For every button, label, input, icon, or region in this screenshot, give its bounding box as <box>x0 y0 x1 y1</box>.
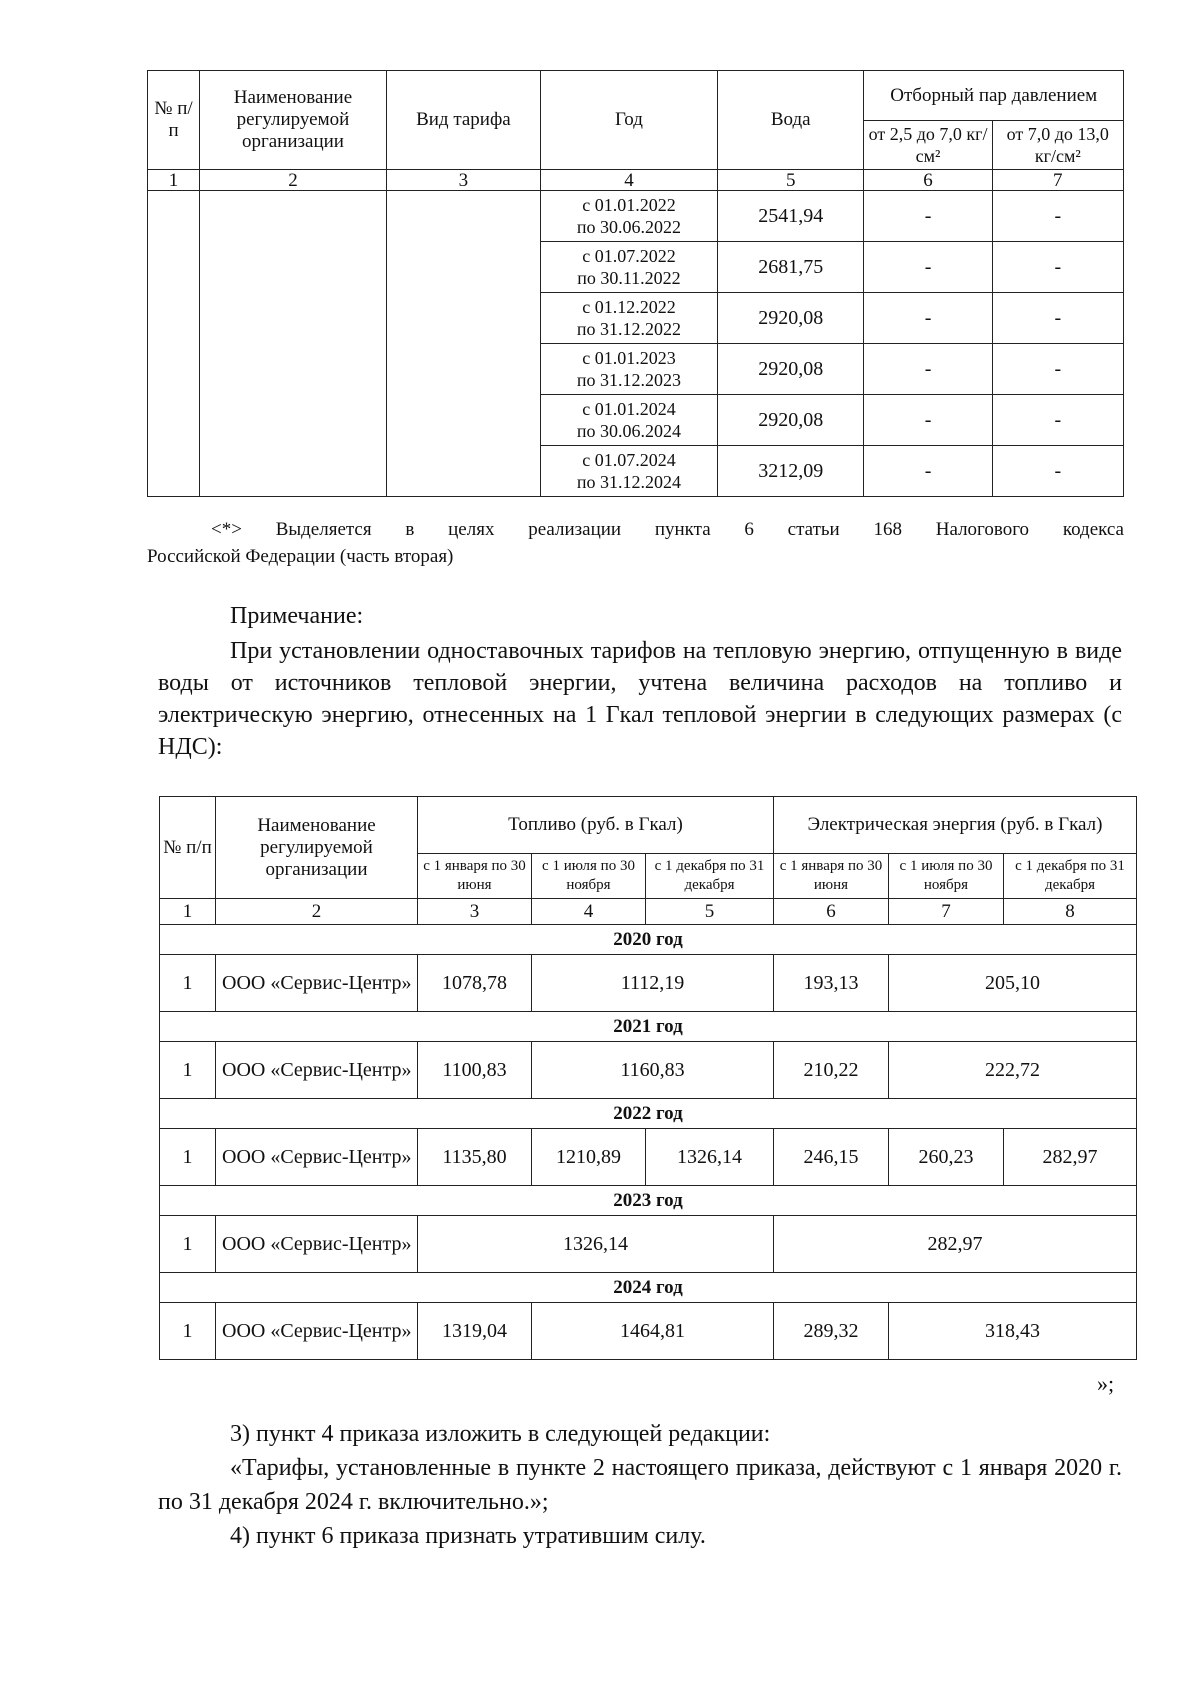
period-cell <box>540 344 717 395</box>
fuel-value: 1100,83 <box>418 1042 532 1099</box>
col-header-period: с 1 июля по 30 ноября <box>532 854 646 899</box>
org-name: ООО «Сервис-Центр» <box>216 1042 418 1099</box>
steam-low-value: - <box>864 344 992 395</box>
steam-low-value: - <box>864 191 992 242</box>
col-number: 5 <box>717 170 864 191</box>
col-header-num: № п/п <box>148 71 200 170</box>
electricity-value: 193,13 <box>774 955 889 1012</box>
period-to: по 31.12.2022 <box>576 319 682 339</box>
col-header-period: с 1 июля по 30 ноября <box>889 854 1004 899</box>
col-header-period: с 1 января по 30 июня <box>418 854 532 899</box>
row-number: 1 <box>160 1042 216 1099</box>
period-from: с 01.07.2024 <box>582 450 676 470</box>
water-value: 2541,94 <box>717 191 864 242</box>
year-heading: 2021 год <box>160 1012 1137 1042</box>
col-header-steam: Отборный пар давлением <box>864 71 1124 121</box>
note-body: При установлении одноставочных тарифов на тепловую энергию, отпущенную в виде воды от источников тепловой энергии, учтена величина расходов на топливо и электрическую энергию, отнесенных на 1 Гкал тепловой энергии в следующих размерах (с НДС): <box>158 638 1122 760</box>
steam-high-value: - <box>992 242 1123 293</box>
col-header-period: с 1 января по 30 июня <box>774 854 889 899</box>
col-header-period: с 1 декабря по 31 декабря <box>646 854 774 899</box>
empty-cell <box>386 191 540 497</box>
steam-low-value: - <box>864 242 992 293</box>
fuel-value: 1112,19 <box>532 955 774 1012</box>
col-number: 6 <box>774 899 889 925</box>
empty-cell <box>148 191 200 497</box>
water-value: 3212,09 <box>717 446 864 497</box>
col-number: 5 <box>646 899 774 925</box>
col-number: 1 <box>160 899 216 925</box>
electricity-value: 260,23 <box>889 1129 1004 1186</box>
fuel-value: 1319,04 <box>418 1303 532 1360</box>
period-to: по 31.12.2023 <box>576 370 682 390</box>
col-number: 4 <box>540 170 717 191</box>
paragraph-quote: «Тарифы, установленные в пункте 2 настоящего приказа, действуют с 1 января 2020 г. по 31 декабря 2024 г. включительно.»; <box>158 1455 1122 1515</box>
water-value: 2920,08 <box>717 344 864 395</box>
col-number: 1 <box>148 170 200 191</box>
period-cell <box>540 293 717 344</box>
col-header-org: Наименование регулируемой организации <box>216 797 418 899</box>
paragraph-item-3: 3) пункт 4 приказа изложить в следующей редакции: <box>230 1421 771 1447</box>
fuel-value: 1326,14 <box>418 1216 774 1273</box>
col-header-org: Наименование регулируемой организации <box>200 71 387 170</box>
footnote-line-2: Российской Федерации (часть вторая) <box>147 546 454 567</box>
table-row <box>160 1216 1137 1273</box>
fuel-value: 1135,80 <box>418 1129 532 1186</box>
steam-high-value: - <box>992 191 1123 242</box>
period-to: по 30.11.2022 <box>577 268 681 288</box>
org-name: ООО «Сервис-Центр» <box>216 1303 418 1360</box>
period-cell <box>540 191 717 242</box>
col-header-fuel: Топливо (руб. в Гкал) <box>418 797 774 854</box>
electricity-value: 282,97 <box>1004 1129 1137 1186</box>
period-to: по 30.06.2024 <box>576 421 682 441</box>
year-heading: 2024 год <box>160 1273 1137 1303</box>
col-header-year: Год <box>540 71 717 170</box>
footnote <box>147 516 1124 570</box>
period-from: с 01.12.2022 <box>582 297 676 317</box>
electricity-value: 205,10 <box>889 955 1137 1012</box>
col-number: 8 <box>1004 899 1137 925</box>
note-title: Примечание: <box>230 603 364 629</box>
electricity-value: 289,32 <box>774 1303 889 1360</box>
table-row <box>160 955 1137 1012</box>
fuel-value: 1464,81 <box>532 1303 774 1360</box>
org-name: ООО «Сервис-Центр» <box>216 1216 418 1273</box>
year-heading: 2022 год <box>160 1099 1137 1129</box>
fuel-value: 1326,14 <box>646 1129 774 1186</box>
water-value: 2920,08 <box>717 293 864 344</box>
electricity-value: 246,15 <box>774 1129 889 1186</box>
period-from: с 01.07.2022 <box>582 246 676 266</box>
steam-low-value: - <box>864 395 992 446</box>
electricity-value: 222,72 <box>889 1042 1137 1099</box>
electricity-value: 282,97 <box>774 1216 1137 1273</box>
fuel-value: 1210,89 <box>532 1129 646 1186</box>
col-number: 4 <box>532 899 646 925</box>
col-number: 6 <box>864 170 992 191</box>
col-header-steam-low: от 2,5 до 7,0 кг/см² <box>864 121 992 170</box>
fuel-value: 1078,78 <box>418 955 532 1012</box>
period-from: с 01.01.2022 <box>582 195 676 215</box>
row-number: 1 <box>160 1129 216 1186</box>
steam-high-value: - <box>992 293 1123 344</box>
col-number: 3 <box>386 170 540 191</box>
row-number: 1 <box>160 1303 216 1360</box>
table-row <box>148 191 1124 242</box>
fuel-value: 1160,83 <box>532 1042 774 1099</box>
water-value: 2681,75 <box>717 242 864 293</box>
steam-high-value: - <box>992 344 1123 395</box>
col-header-tariff: Вид тарифа <box>386 71 540 170</box>
year-heading: 2020 год <box>160 925 1137 955</box>
col-number: 2 <box>216 899 418 925</box>
col-number: 7 <box>992 170 1123 191</box>
period-cell <box>540 395 717 446</box>
closing-quote-mark: »; <box>1097 1371 1115 1396</box>
table-row <box>160 1129 1137 1186</box>
org-name: ООО «Сервис-Центр» <box>216 1129 418 1186</box>
col-number: 2 <box>200 170 387 191</box>
paragraph-item-4: 4) пункт 6 приказа признать утратившим силу. <box>230 1523 706 1549</box>
col-header-num: № п/п <box>160 797 216 899</box>
table-row <box>160 1303 1137 1360</box>
electricity-value: 318,43 <box>889 1303 1137 1360</box>
col-header-water: Вода <box>717 71 864 170</box>
col-header-electricity: Электрическая энергия (руб. в Гкал) <box>774 797 1137 854</box>
steam-high-value: - <box>992 395 1123 446</box>
table-row <box>160 1042 1137 1099</box>
footnote-line-1: <*> Выделяется в целях реализации пункта 6 статьи 168 Налогового кодекса <box>211 519 1124 540</box>
empty-cell <box>200 191 387 497</box>
period-from: с 01.01.2023 <box>582 348 676 368</box>
period-from: с 01.01.2024 <box>582 399 676 419</box>
row-number: 1 <box>160 955 216 1012</box>
water-value: 2920,08 <box>717 395 864 446</box>
col-number: 7 <box>889 899 1004 925</box>
steam-low-value: - <box>864 446 992 497</box>
col-number: 3 <box>418 899 532 925</box>
period-to: по 31.12.2024 <box>576 472 682 492</box>
steam-low-value: - <box>864 293 992 344</box>
org-name: ООО «Сервис-Центр» <box>216 955 418 1012</box>
steam-high-value: - <box>992 446 1123 497</box>
row-number: 1 <box>160 1216 216 1273</box>
col-header-period: с 1 декабря по 31 декабря <box>1004 854 1137 899</box>
cost-table <box>159 796 1137 1360</box>
period-cell <box>540 446 717 497</box>
col-header-steam-high: от 7,0 до 13,0 кг/см² <box>992 121 1123 170</box>
period-cell <box>540 242 717 293</box>
year-heading: 2023 год <box>160 1186 1137 1216</box>
electricity-value: 210,22 <box>774 1042 889 1099</box>
period-to: по 30.06.2022 <box>576 217 682 237</box>
tariff-table <box>147 70 1124 497</box>
